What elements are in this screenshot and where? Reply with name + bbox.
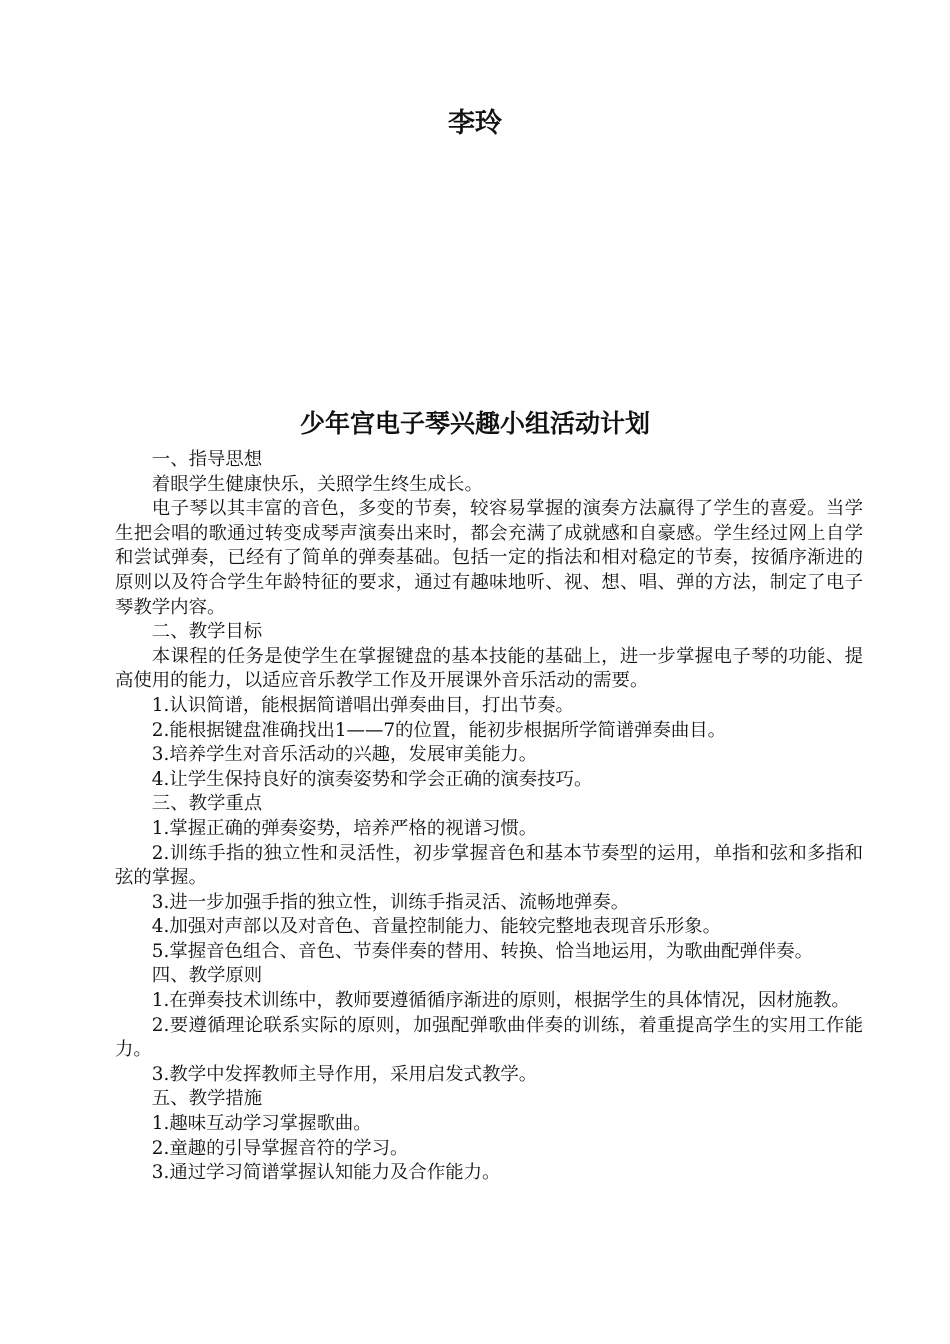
list-item: 1.在弹奏技术训练中，教师要遵循循序渐进的原则，根据学生的具体情况，因材施教。	[151, 990, 850, 1012]
list-item: 2.训练手指的独立性和灵活性，初步掌握音色和基本节奏型的运用，单指和弦和多指和弦的掌握。	[115, 842, 863, 889]
list-item: 1.认识简谱，能根据简谱唱出弹奏曲目，打出节奏。	[151, 694, 574, 716]
section-heading-teaching-goals: 二、教学目标	[151, 621, 263, 643]
list-item: 2.能根据键盘准确找出1——7的位置，能初步根据所学简谱弹奏曲目。	[151, 719, 727, 741]
list-item: 4.让学生保持良好的演奏姿势和学会正确的演奏技巧。	[151, 768, 593, 790]
list-item: 1.掌握正确的弹奏姿势，培养严格的视谱习惯。	[151, 817, 538, 839]
document-title: 少年宫电子琴兴趣小组活动计划	[299, 409, 650, 438]
section-heading-teaching-focus: 三、教学重点	[151, 793, 263, 815]
list-item: 3.培养学生对音乐活动的兴趣，发展审美能力。	[151, 744, 538, 766]
list-item: 3.通过学习简谱掌握认知能力及合作能力。	[151, 1162, 501, 1184]
list-item: 4.加强对声部以及对音色、音量控制能力、能较完整地表现音乐形象。	[151, 916, 722, 938]
paragraph: 着眼学生健康快乐，关照学生终生成长。	[151, 473, 483, 495]
section-heading-guiding-thought: 一、指导思想	[151, 449, 263, 470]
section-heading-teaching-principles: 四、教学原则	[151, 965, 263, 987]
document-body	[115, 448, 863, 1186]
paragraph: 本课程的任务是使学生在掌握键盘的基本技能的基础上，进一步掌握电子琴的功能、提高使用的能力，以适应音乐教学工作及开展课外音乐活动的需要。	[115, 645, 863, 692]
paragraph: 电子琴以其丰富的音色，多变的节奏，较容易掌握的演奏方法赢得了学生的喜爱。当学生把会唱的歌通过转变成琴声演奏出来时，都会充满了成就感和自豪感。学生经过网上自学和尝试弹奏，已经有了简单的弹奏基础。包括一定的指法和相对稳定的节奏，按循序渐进的原则以及符合学生年龄特征的要求，通过有趣味地听、视、想、唱、弹的方法，制定了电子琴教学内容。	[115, 498, 863, 618]
list-item: 1.趣味互动学习掌握歌曲。	[151, 1113, 372, 1135]
author-name: 李玲	[448, 108, 502, 139]
list-item: 3.教学中发挥教师主导作用，采用启发式教学。	[151, 1063, 538, 1085]
list-item: 5.掌握音色组合、音色、节奏伴奏的替用、转换、恰当地运用，为歌曲配弹伴奏。	[151, 940, 814, 962]
list-item: 3.进一步加强手指的独立性，训练手指灵活、流畅地弹奏。	[151, 891, 630, 913]
list-item: 2.要遵循理论联系实际的原则，加强配弹歌曲伴奏的训练，着重提高学生的实用工作能力。	[115, 1014, 863, 1061]
section-heading-teaching-measures: 五、教学措施	[151, 1088, 263, 1110]
list-item: 2.童趣的引导掌握音符的学习。	[151, 1137, 409, 1159]
